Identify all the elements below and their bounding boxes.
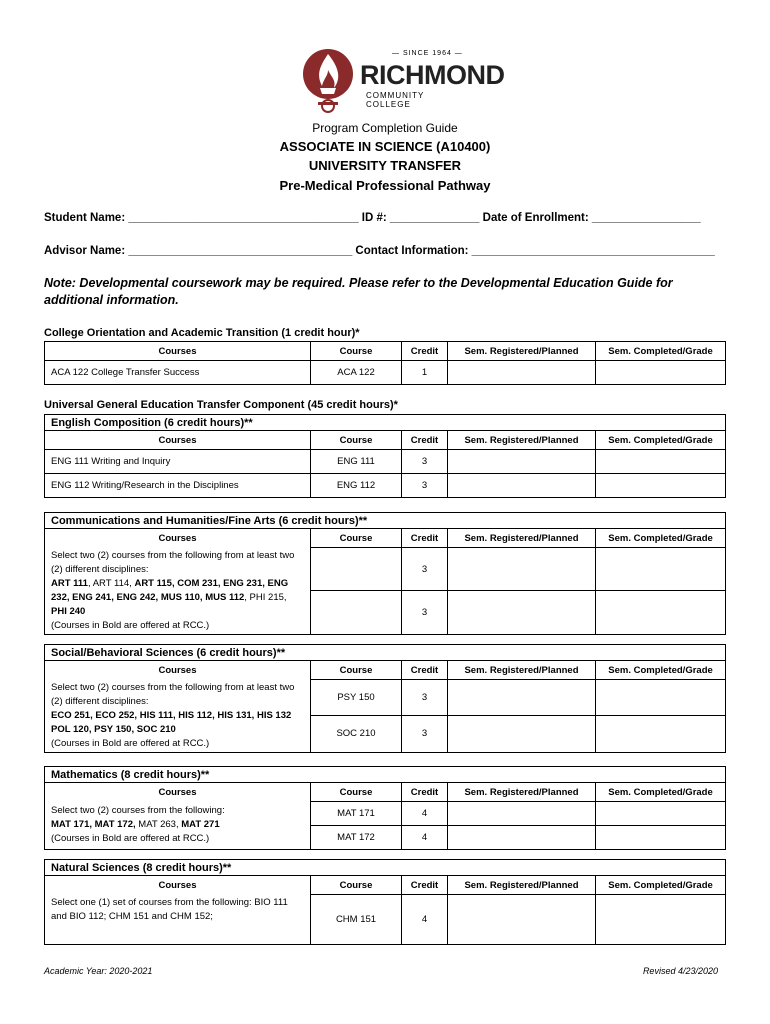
- col-course: Course: [311, 783, 402, 802]
- social-description: [45, 680, 311, 753]
- humanities-title: Communications and Humanities/Fine Arts (6 credit hours)**: [45, 513, 726, 529]
- completed-cell[interactable]: [596, 361, 726, 385]
- registered-cell[interactable]: [448, 548, 596, 591]
- col-credit: Credit: [402, 876, 448, 895]
- orientation-table: [44, 341, 726, 385]
- col-completed: Sem. Completed/Grade: [596, 431, 726, 450]
- col-credit: Credit: [402, 342, 448, 361]
- math-description: [45, 802, 311, 850]
- table-row: [45, 680, 726, 716]
- humanities-description: [45, 548, 311, 635]
- course-credit: 4: [402, 895, 448, 945]
- course-code: SOC 210: [311, 716, 402, 752]
- desc-intro: Select two (2) courses from the following:: [51, 805, 225, 817]
- course-code: MAT 172: [311, 826, 402, 850]
- col-registered: Sem. Registered/Planned: [448, 431, 596, 450]
- col-course: Course: [311, 342, 402, 361]
- science-description: Select one (1) set of courses from the following: BIO 111 and BIO 112; CHM 151 and CHM 152;: [45, 895, 311, 945]
- desc-note: (Courses in Bold are offered at RCC.): [51, 619, 210, 631]
- col-course: Course: [311, 529, 402, 548]
- humanities-table: [44, 512, 726, 635]
- math-title: Mathematics (8 credit hours)**: [45, 767, 726, 783]
- desc-plain: , ART 114,: [87, 577, 135, 589]
- course-code[interactable]: [311, 548, 402, 591]
- table-header-row: [45, 431, 726, 450]
- col-credit: Credit: [402, 661, 448, 680]
- english-table: [44, 414, 726, 498]
- table-row: [45, 802, 726, 826]
- table-header-row: [45, 342, 726, 361]
- col-completed: Sem. Completed/Grade: [596, 529, 726, 548]
- table-header-row: [45, 529, 726, 548]
- completed-cell[interactable]: [596, 826, 726, 850]
- college-logo: [300, 44, 505, 114]
- col-registered: Sem. Registered/Planned: [448, 876, 596, 895]
- registered-cell[interactable]: [448, 450, 596, 474]
- course-code: CHM 151: [311, 895, 402, 945]
- math-table: [44, 766, 726, 850]
- course-credit: 3: [402, 591, 448, 634]
- course-credit: 4: [402, 802, 448, 826]
- academic-year: Academic Year: 2020-2021: [44, 966, 153, 976]
- course-name: ACA 122 College Transfer Success: [45, 361, 311, 385]
- col-registered: Sem. Registered/Planned: [448, 661, 596, 680]
- col-completed: Sem. Completed/Grade: [596, 342, 726, 361]
- desc-bold: ART 111: [51, 577, 88, 589]
- col-credit: Credit: [402, 529, 448, 548]
- english-title: English Composition (6 credit hours)**: [45, 415, 726, 431]
- developmental-note: Note: Developmental coursework may be required. Please refer to the Developmental Education Guide for additional information.: [44, 276, 673, 307]
- advisor-info-line[interactable]: Advisor Name: ___________________________________ Contact Information: ______________________________________: [44, 245, 715, 257]
- social-title: Social/Behavioral Sciences (6 credit hours)**: [45, 645, 726, 661]
- desc-intro: Select two (2) courses from the following from at least two (2) different disciplines:: [51, 681, 295, 707]
- col-courses: Courses: [45, 783, 311, 802]
- desc-intro: Select two (2) courses from the following from at least two (2) different disciplines:: [51, 549, 295, 575]
- registered-cell[interactable]: [448, 826, 596, 850]
- student-info-line[interactable]: Student Name: ____________________________________ ID #: ______________ Date of Enrollment: _________________: [44, 212, 701, 224]
- col-completed: Sem. Completed/Grade: [596, 783, 726, 802]
- col-registered: Sem. Registered/Planned: [448, 783, 596, 802]
- table-header-row: [45, 661, 726, 680]
- desc-bold: ART 115, COM 231, ENG 231, ENG 232, ENG 241, ENG 242, MUS 110, MUS 112: [51, 577, 289, 603]
- table-row: [45, 450, 726, 474]
- science-title: Natural Sciences (8 credit hours)**: [45, 860, 726, 876]
- col-credit: Credit: [402, 783, 448, 802]
- course-name: ENG 112 Writing/Research in the Disciplines: [45, 474, 311, 498]
- course-code: PSY 150: [311, 680, 402, 716]
- desc-plain: MAT 263,: [135, 819, 182, 831]
- completed-cell[interactable]: [596, 591, 726, 634]
- course-code: MAT 171: [311, 802, 402, 826]
- pathway-title: Pre-Medical Professional Pathway: [279, 178, 491, 193]
- registered-cell[interactable]: [448, 716, 596, 752]
- logo-since: — SINCE 1964 —: [392, 50, 463, 57]
- desc-bold: ECO 251, ECO 252, HIS 111, HIS 112, HIS 131, HIS 132 POL 120, PSY 150, SOC 210: [51, 709, 292, 735]
- course-credit: 3: [402, 548, 448, 591]
- course-name: ENG 111 Writing and Inquiry: [45, 450, 311, 474]
- col-course: Course: [311, 661, 402, 680]
- logo-subtitle: COMMUNITY COLLEGE: [366, 91, 425, 109]
- col-completed: Sem. Completed/Grade: [596, 876, 726, 895]
- revised-date: Revised 4/23/2020: [642, 966, 718, 976]
- table-row: [45, 474, 726, 498]
- table-row: [45, 361, 726, 385]
- col-courses: Courses: [45, 431, 311, 450]
- col-registered: Sem. Registered/Planned: [448, 529, 596, 548]
- course-code: ENG 112: [311, 474, 402, 498]
- table-header-row: [45, 783, 726, 802]
- registered-cell[interactable]: [448, 591, 596, 634]
- completed-cell[interactable]: [596, 802, 726, 826]
- degree-title: ASSOCIATE IN SCIENCE (A10400): [279, 139, 491, 154]
- col-credit: Credit: [402, 431, 448, 450]
- course-credit: 4: [402, 826, 448, 850]
- table-header-row: [45, 876, 726, 895]
- completed-cell[interactable]: [596, 474, 726, 498]
- logo-name: RICHMOND: [360, 60, 505, 90]
- completed-cell[interactable]: [596, 680, 726, 716]
- course-credit: 1: [402, 361, 448, 385]
- course-code[interactable]: [311, 591, 402, 634]
- table-row: [45, 548, 726, 591]
- desc-bold: PHI 240: [51, 605, 86, 617]
- col-courses: Courses: [45, 876, 311, 895]
- completed-cell[interactable]: [596, 895, 726, 945]
- desc-bold: MAT 171, MAT 172,: [51, 819, 136, 831]
- social-table: [44, 644, 726, 753]
- desc-note: (Courses in Bold are offered at RCC.): [51, 833, 210, 845]
- science-table: [44, 859, 726, 945]
- course-credit: 3: [402, 450, 448, 474]
- registered-cell[interactable]: [448, 361, 596, 385]
- desc-note: (Courses in Bold are offered at RCC.): [51, 737, 210, 749]
- col-course: Course: [311, 431, 402, 450]
- orientation-heading: College Orientation and Academic Transition (1 credit hour)*: [44, 327, 360, 339]
- col-courses: Courses: [45, 342, 311, 361]
- course-code: ENG 111: [311, 450, 402, 474]
- course-code: ACA 122: [311, 361, 402, 385]
- course-credit: 3: [402, 716, 448, 752]
- desc-bold: MAT 271: [181, 819, 220, 831]
- desc-plain: , PHI 215,: [244, 591, 287, 603]
- course-credit: 3: [402, 474, 448, 498]
- col-completed: Sem. Completed/Grade: [596, 661, 726, 680]
- col-courses: Courses: [45, 661, 311, 680]
- registered-cell[interactable]: [448, 474, 596, 498]
- guide-title: Program Completion Guide: [312, 121, 458, 135]
- registered-cell[interactable]: [448, 680, 596, 716]
- completed-cell[interactable]: [596, 716, 726, 752]
- completed-cell[interactable]: [596, 548, 726, 591]
- track-title: UNIVERSITY TRANSFER: [308, 158, 462, 173]
- table-row: [45, 895, 726, 945]
- col-courses: Courses: [45, 529, 311, 548]
- col-course: Course: [311, 876, 402, 895]
- col-registered: Sem. Registered/Planned: [448, 342, 596, 361]
- registered-cell[interactable]: [448, 802, 596, 826]
- flame-emblem-icon: [300, 44, 360, 114]
- ugetc-heading: Universal General Education Transfer Component (45 credit hours)*: [44, 399, 398, 411]
- completed-cell[interactable]: [596, 450, 726, 474]
- registered-cell[interactable]: [448, 895, 596, 945]
- course-credit: 3: [402, 680, 448, 716]
